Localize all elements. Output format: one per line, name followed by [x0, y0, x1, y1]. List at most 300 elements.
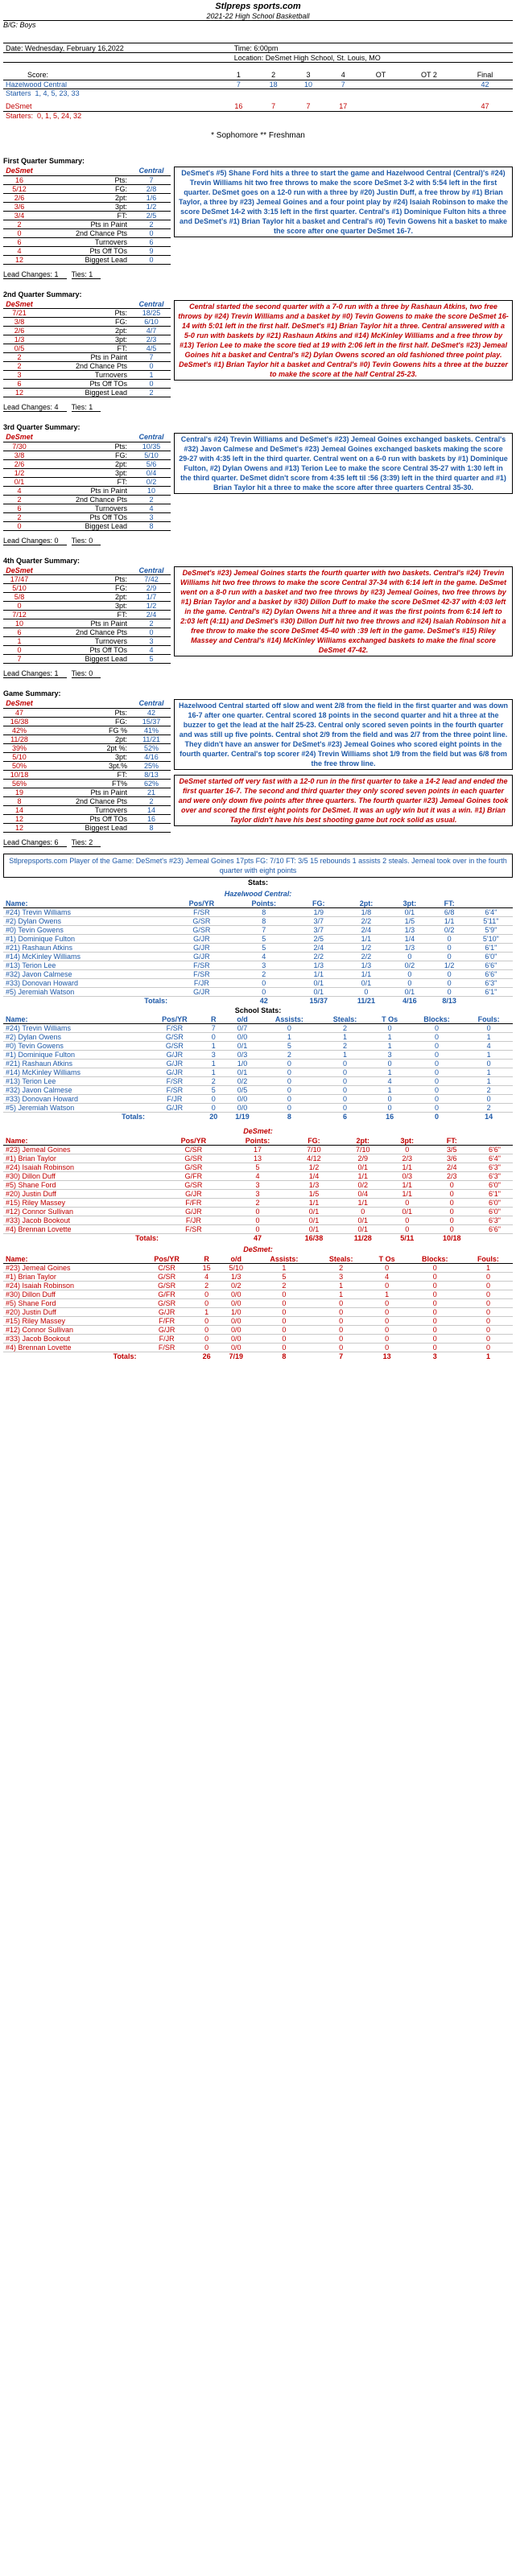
- stat-cell: 1: [371, 1033, 409, 1042]
- stat-cell: 1: [464, 1033, 513, 1042]
- stat-cell: 0/0: [218, 1335, 254, 1344]
- desmet-stat-value: 2: [3, 220, 35, 228]
- away-ot2: [401, 102, 457, 111]
- stat-label: Pts:: [35, 309, 132, 318]
- stat-row: [3, 602, 171, 611]
- player-row: [3, 1273, 513, 1282]
- stat-cell: 0: [368, 1264, 407, 1273]
- stat-label: Pts Off TOs: [35, 646, 132, 655]
- left-team-header: DeSmet: [3, 300, 35, 309]
- stat-cell: 0/0: [225, 1104, 260, 1113]
- stat-label: Turnovers: [35, 637, 132, 646]
- stat-cell: 0: [409, 1104, 465, 1113]
- stat-cell: 0: [387, 1216, 427, 1225]
- stat-cell: 0: [407, 1299, 464, 1308]
- stat-label: FT:: [35, 770, 132, 779]
- stat-cell: 0: [254, 1335, 315, 1344]
- stat-label: FT:: [35, 344, 132, 353]
- stat-cell: 6'3": [477, 1216, 513, 1225]
- stat-cell: 0: [195, 1317, 219, 1326]
- stat-cell: 0: [226, 1216, 290, 1225]
- central-stat-value: 4/7: [132, 327, 171, 335]
- left-team-header: DeSmet: [3, 699, 35, 708]
- stat-cell: 0/0: [218, 1290, 254, 1299]
- desmet-stat-value: 4: [3, 246, 35, 255]
- stat-cell: 1: [464, 1068, 513, 1077]
- stat-cell: 0: [429, 979, 469, 988]
- totals-cell: 8/13: [429, 997, 469, 1006]
- site-title: Stlpreps sports.com: [215, 2, 301, 11]
- stat-row: [3, 459, 171, 468]
- stat-cell: 0: [409, 1077, 465, 1086]
- quarter-stats-table: [3, 300, 171, 398]
- stat-header-blank: [35, 300, 132, 309]
- column-header: Points:: [233, 899, 295, 908]
- stat-cell: 0: [368, 1317, 407, 1326]
- player-row: [3, 1308, 513, 1317]
- player-row: [3, 1086, 513, 1095]
- player-row: [3, 1077, 513, 1086]
- score-header: 4: [326, 71, 361, 80]
- section-title: Game Summary:: [3, 689, 61, 697]
- stat-cell: 5'11": [469, 917, 513, 926]
- player-row: [3, 1282, 513, 1290]
- quarter-summary: [3, 566, 513, 665]
- stat-cell: 0: [407, 1335, 464, 1344]
- desmet-stat-value: 2: [3, 495, 35, 504]
- desmet-stat-value: 3: [3, 371, 35, 380]
- stat-row: [3, 637, 171, 646]
- stat-cell: 0: [319, 1104, 370, 1113]
- section-title: First Quarter Summary:: [3, 157, 85, 165]
- ties: Ties: 0: [72, 669, 101, 678]
- player-name: #23) Jemeal Goines: [3, 1146, 161, 1154]
- totals-cell: 7/19: [218, 1352, 254, 1361]
- totals-cell: 1/19: [225, 1113, 260, 1121]
- stat-cell: G/SR: [147, 1042, 202, 1051]
- stat-cell: 1/1: [387, 1163, 427, 1172]
- stat-cell: 0: [368, 1308, 407, 1317]
- stat-label: 2nd Chance Pts: [35, 628, 132, 637]
- player-row: [3, 1051, 513, 1060]
- score-header: 1: [221, 71, 256, 80]
- stat-cell: 0: [409, 1024, 465, 1033]
- stat-row: [3, 353, 171, 362]
- stat-cell: 4: [195, 1273, 219, 1282]
- player-row: [3, 1344, 513, 1352]
- score-header: OT: [361, 71, 401, 80]
- stat-cell: 1: [315, 1282, 368, 1290]
- central-title: Hazelwood Central:: [224, 889, 292, 898]
- ties: Ties: 0: [72, 536, 101, 545]
- totals-cell: 16: [371, 1113, 409, 1121]
- stat-cell: 1/2: [289, 1163, 338, 1172]
- central-stat-value: 1/2: [132, 602, 171, 611]
- column-header: 2pt:: [339, 1137, 387, 1146]
- stat-cell: 1: [254, 1264, 315, 1273]
- stat-cell: 6'1": [477, 1190, 513, 1199]
- gender-label: B/G: Boys: [3, 21, 36, 29]
- ties: Ties: 1: [72, 270, 101, 279]
- stat-cell: 0/0: [218, 1317, 254, 1326]
- score-header: OT 2: [401, 71, 457, 80]
- central-stat-value: 0: [132, 255, 171, 264]
- stat-cell: 5'9": [469, 926, 513, 935]
- stat-cell: 2/3: [387, 1154, 427, 1163]
- desmet-stat-value: 17/47: [3, 575, 35, 584]
- stat-cell: 2/9: [339, 1154, 387, 1163]
- stat-label: Pts in Paint: [35, 353, 132, 362]
- central-stat-value: 8/13: [132, 770, 171, 779]
- stat-cell: 17: [226, 1146, 290, 1154]
- score-header: Score:: [3, 71, 221, 80]
- stat-cell: 5: [226, 1163, 290, 1172]
- totals-cell: 5/11: [387, 1234, 427, 1243]
- desmet-stat-value: 2/6: [3, 459, 35, 468]
- stat-label: 3pt:: [35, 752, 132, 761]
- stat-cell: 0: [464, 1060, 513, 1068]
- player-row: [3, 1225, 513, 1234]
- stat-cell: 2: [319, 1024, 370, 1033]
- player-row: [3, 1208, 513, 1216]
- stat-cell: 1/1: [429, 917, 469, 926]
- stat-label: Pts Off TOs: [35, 246, 132, 255]
- stat-cell: 1/4: [289, 1172, 338, 1181]
- stat-row: [3, 371, 171, 380]
- central-stat-value: 5/10: [132, 451, 171, 459]
- desmet-stat-value: 6: [3, 504, 35, 512]
- empty-cell: [3, 53, 232, 63]
- desmet-stat-value: 0: [3, 646, 35, 655]
- column-header: o/d: [225, 1015, 260, 1024]
- desmet-stat-value: 0: [3, 602, 35, 611]
- column-header: Fouls:: [464, 1255, 513, 1264]
- central-stat-value: 8: [132, 521, 171, 530]
- player-row: [3, 917, 513, 926]
- stat-cell: G/SR: [138, 1299, 194, 1308]
- stat-cell: G/SR: [170, 926, 233, 935]
- column-header: Name:: [3, 1137, 161, 1146]
- stat-row: [3, 442, 171, 451]
- column-header: R: [202, 1015, 225, 1024]
- column-header: Pos/YR: [161, 1137, 226, 1146]
- player-row: [3, 1033, 513, 1042]
- player-name: #30) Dillon Duff: [3, 1172, 161, 1181]
- stat-cell: 1: [202, 1060, 225, 1068]
- stat-cell: 6'0": [477, 1199, 513, 1208]
- game-summary-table: [3, 699, 171, 833]
- stat-cell: 0: [371, 1104, 409, 1113]
- player-row: [3, 1172, 513, 1181]
- central-stat-value: 2: [132, 796, 171, 805]
- central-stat-value: 2: [132, 495, 171, 504]
- central-stat-value: 5/6: [132, 459, 171, 468]
- player-row: [3, 979, 513, 988]
- home-q2: 18: [256, 80, 291, 88]
- stat-cell: 3: [226, 1190, 290, 1199]
- stat-label: Pts:: [35, 175, 132, 184]
- player-name: #20) Justin Duff: [3, 1308, 138, 1317]
- stat-label: 3pt:: [35, 202, 132, 211]
- home-ot: [361, 80, 401, 88]
- player-row: [3, 1068, 513, 1077]
- stat-label: Pts Off TOs: [35, 512, 132, 521]
- stat-label: 2pt:: [35, 327, 132, 335]
- stat-cell: 0: [409, 1042, 465, 1051]
- stat-row: [3, 796, 171, 805]
- stat-cell: F/SR: [170, 961, 233, 970]
- player-name: #2) Dylan Owens: [3, 917, 170, 926]
- stat-cell: 6'6": [469, 970, 513, 979]
- central-stat-value: 14: [132, 805, 171, 814]
- stat-row: [3, 246, 171, 255]
- player-row: [3, 1326, 513, 1335]
- totals-cell: 7: [315, 1352, 368, 1361]
- stat-row: [3, 708, 171, 717]
- stats-title: Stats:: [247, 878, 268, 887]
- totals-row: [3, 1113, 513, 1121]
- stat-cell: G/JR: [147, 1051, 202, 1060]
- stat-cell: 2: [226, 1199, 290, 1208]
- desmet-stat-value: 8: [3, 796, 35, 805]
- central-stat-value: 3: [132, 637, 171, 646]
- player-of-the-game: Stlprepsports.com Player of the Game: DeSmet's #23) Jemeal Goines 17pts FG: 7/10 FT: 3/5 15 rebounds 1 assists 2 steals. Jemeal took over in the fourth quarter with eight points: [3, 854, 513, 878]
- stat-row: [3, 752, 171, 761]
- stat-header-blank: [35, 566, 132, 575]
- desmet-stat-value: 1/2: [3, 468, 35, 477]
- away-q3: 7: [291, 102, 325, 111]
- stat-row: [3, 389, 171, 397]
- stat-cell: 3: [371, 1051, 409, 1060]
- stat-row: [3, 255, 171, 264]
- stat-cell: 1/0: [225, 1060, 260, 1068]
- central-stat-value: 0: [132, 628, 171, 637]
- quarter-leads: [3, 270, 513, 279]
- totals-cell: 6: [319, 1113, 370, 1121]
- central-stat-value: 2: [132, 619, 171, 628]
- stat-cell: 0: [387, 1199, 427, 1208]
- stat-cell: G/FR: [138, 1290, 194, 1299]
- player-row: [3, 1042, 513, 1051]
- stat-cell: 0: [202, 1033, 225, 1042]
- player-row: [3, 926, 513, 935]
- stat-cell: G/SR: [161, 1163, 226, 1172]
- stat-cell: 0: [464, 1290, 513, 1299]
- central-stat-value: 62%: [132, 779, 171, 788]
- season-title: 2021-22 High School Basketball: [3, 12, 513, 21]
- stat-label: Pts Off TOs: [35, 380, 132, 389]
- stat-cell: 0/1: [225, 1068, 260, 1077]
- stat-label: 2nd Chance Pts: [35, 796, 132, 805]
- stat-cell: 0/3: [387, 1172, 427, 1181]
- stat-cell: 0: [427, 1208, 477, 1216]
- desmet-stat-value: 2: [3, 353, 35, 362]
- stat-cell: 0/3: [225, 1051, 260, 1060]
- stat-cell: 0: [427, 1181, 477, 1190]
- stat-cell: 0: [259, 1104, 319, 1113]
- stat-cell: 3/7: [295, 917, 343, 926]
- central-stat-value: 4: [132, 504, 171, 512]
- central-stat-value: 7: [132, 353, 171, 362]
- desmet-stat-value: 56%: [3, 779, 35, 788]
- stat-cell: 6'1": [469, 988, 513, 997]
- central-stat-value: 2/5: [132, 211, 171, 220]
- stat-cell: 6'0": [469, 953, 513, 961]
- score-header: 3: [291, 71, 325, 80]
- totals-cell: 11/21: [343, 997, 390, 1006]
- desmet-stat-value: 47: [3, 708, 35, 717]
- stat-label: Pts:: [35, 442, 132, 451]
- stat-cell: 0: [390, 953, 429, 961]
- stat-cell: 0: [390, 970, 429, 979]
- desmet-stat-value: 7/30: [3, 442, 35, 451]
- stat-cell: 1/2: [429, 961, 469, 970]
- stat-row: [3, 521, 171, 530]
- desmet-stat-value: 3/8: [3, 318, 35, 327]
- central-stat-value: 42: [132, 708, 171, 717]
- desmet-stat-value: 1: [3, 637, 35, 646]
- player-row: [3, 1264, 513, 1273]
- totals-cell: [147, 1113, 202, 1121]
- stat-cell: 1/3: [289, 1181, 338, 1190]
- stat-cell: 0: [254, 1290, 315, 1299]
- stat-cell: 0: [319, 1068, 370, 1077]
- stat-cell: F/JR: [147, 1095, 202, 1104]
- right-team-header: Central: [132, 566, 171, 575]
- stat-cell: 0/1: [390, 908, 429, 917]
- stat-cell: 0: [429, 988, 469, 997]
- stat-cell: 0: [464, 1299, 513, 1308]
- stat-cell: 7/10: [289, 1146, 338, 1154]
- player-name: #33) Jacob Bookout: [3, 1335, 138, 1344]
- stat-cell: 0: [368, 1299, 407, 1308]
- column-header: Blocks:: [409, 1015, 465, 1024]
- central-stat-value: 1/7: [132, 593, 171, 602]
- stat-label: Pts Off TOs: [35, 814, 132, 823]
- column-header: FT:: [427, 1137, 477, 1146]
- away-q2: 7: [256, 102, 291, 111]
- totals-cell: 20: [202, 1113, 225, 1121]
- stat-cell: G/SR: [138, 1273, 194, 1282]
- totals-label: Totals:: [3, 1352, 138, 1361]
- totals-cell: 1: [464, 1352, 513, 1361]
- stat-cell: 1/1: [339, 1199, 387, 1208]
- stat-label: 2pt %:: [35, 743, 132, 752]
- desmet-stat-value: 6: [3, 380, 35, 389]
- quarter-narrative: DeSmet's #5) Shane Ford hits a three to start the game and Hazelwood Central (Central)'s #24) Trevin Williams hit two free throws to make the score DeSmet 3-2 with 5:54 left in the first quarter. DeSmet goes on a 12-0 run with a three by #20) Justin Duff, a free throw by #1) Brian Taylor, a three by #23) Jemeal Goines and a four point play by #24) Isaiah Robinson to make the score DeSmet 14-2 with 3:15 left in the first quarter. Central's #1) Dominique Fulton hits a three and DeSmet's #1) Brian Taylor hit a basket and Central's #0) Tevin Gowens hit a basket to make the score after one quarter DeSmet 16-7.: [174, 167, 513, 237]
- stat-label: FG:: [35, 717, 132, 726]
- stat-label: 2pt:: [35, 593, 132, 602]
- stat-cell: G/JR: [170, 935, 233, 944]
- stat-cell: 6'3": [477, 1163, 513, 1172]
- player-name: #30) Dillon Duff: [3, 1290, 138, 1299]
- stat-cell: 0: [254, 1344, 315, 1352]
- stat-cell: 0/1: [343, 979, 390, 988]
- right-team-header: Central: [132, 433, 171, 442]
- stat-row: [3, 512, 171, 521]
- stat-cell: 2: [254, 1282, 315, 1290]
- stat-cell: 0: [368, 1335, 407, 1344]
- stat-cell: 0: [259, 1086, 319, 1095]
- stat-cell: 0: [254, 1308, 315, 1317]
- stat-cell: 6'4": [477, 1154, 513, 1163]
- player-name: #33) Donovan Howard: [3, 979, 170, 988]
- player-row: [3, 1335, 513, 1344]
- away-q4: 17: [326, 102, 361, 111]
- stat-header-blank: [35, 433, 132, 442]
- player-name: #15) Riley Massey: [3, 1317, 138, 1326]
- stat-cell: 1: [319, 1051, 370, 1060]
- left-team-header: DeSmet: [3, 167, 35, 175]
- stat-label: FG:: [35, 451, 132, 459]
- player-name: #12) Connor Sullivan: [3, 1208, 161, 1216]
- stat-row: [3, 468, 171, 477]
- stat-cell: 1: [371, 1068, 409, 1077]
- stat-label: Pts in Paint: [35, 619, 132, 628]
- stat-cell: 0/4: [339, 1190, 387, 1199]
- column-header: 3pt:: [390, 899, 429, 908]
- central-stat-value: 52%: [132, 743, 171, 752]
- player-name: #21) Rashaun Atkins: [3, 944, 170, 953]
- totals-cell: [170, 997, 233, 1006]
- desmet-stat-value: 5/10: [3, 584, 35, 593]
- away-team-name: DeSmet: [3, 102, 221, 111]
- player-row: [3, 935, 513, 944]
- lead-changes: Lead Changes: 1: [3, 669, 67, 678]
- totals-cell: 11/28: [339, 1234, 387, 1243]
- stat-cell: 0: [429, 970, 469, 979]
- away-starters: [3, 111, 221, 120]
- player-name: #33) Jacob Bookout: [3, 1216, 161, 1225]
- home-starters-list: 1, 4, 5, 23, 33: [35, 88, 80, 97]
- quarter-stats-table: [3, 566, 171, 665]
- stat-cell: 0: [319, 1086, 370, 1095]
- home-final: 42: [457, 80, 513, 88]
- desmet-stat-value: 7: [3, 655, 35, 664]
- stat-cell: 0: [464, 1335, 513, 1344]
- player-name: #32) Javon Calmese: [3, 1086, 147, 1095]
- totals-cell: 4/16: [390, 997, 429, 1006]
- stat-row: [3, 770, 171, 779]
- stat-cell: 6'3": [477, 1172, 513, 1181]
- stat-cell: 0: [464, 1095, 513, 1104]
- stat-label: Pts in Paint: [35, 486, 132, 495]
- player-name: #4) Brennan Lovette: [3, 1344, 138, 1352]
- stat-cell: 5: [202, 1086, 225, 1095]
- stat-row: [3, 211, 171, 220]
- stat-cell: F/JR: [138, 1335, 194, 1344]
- stat-cell: 0: [429, 944, 469, 953]
- header-row: [3, 1015, 513, 1024]
- central-stat-value: 2/9: [132, 584, 171, 593]
- desmet-stat-value: 3/4: [3, 211, 35, 220]
- column-header: Points:: [226, 1137, 290, 1146]
- player-name: #21) Rashaun Atkins: [3, 1060, 147, 1068]
- stat-row: [3, 486, 171, 495]
- stat-label: 2pt:: [35, 735, 132, 743]
- stat-label: Pts in Paint: [35, 788, 132, 796]
- stat-cell: 0: [390, 979, 429, 988]
- column-header: 2pt:: [343, 899, 390, 908]
- central-stat-value: 0: [132, 362, 171, 371]
- stat-cell: 5: [254, 1273, 315, 1282]
- game-info: [3, 43, 513, 63]
- stat-cell: 0: [464, 1273, 513, 1282]
- stat-row: [3, 726, 171, 735]
- totals-cell: 10/18: [427, 1234, 477, 1243]
- player-row: [3, 1290, 513, 1299]
- player-row: [3, 944, 513, 953]
